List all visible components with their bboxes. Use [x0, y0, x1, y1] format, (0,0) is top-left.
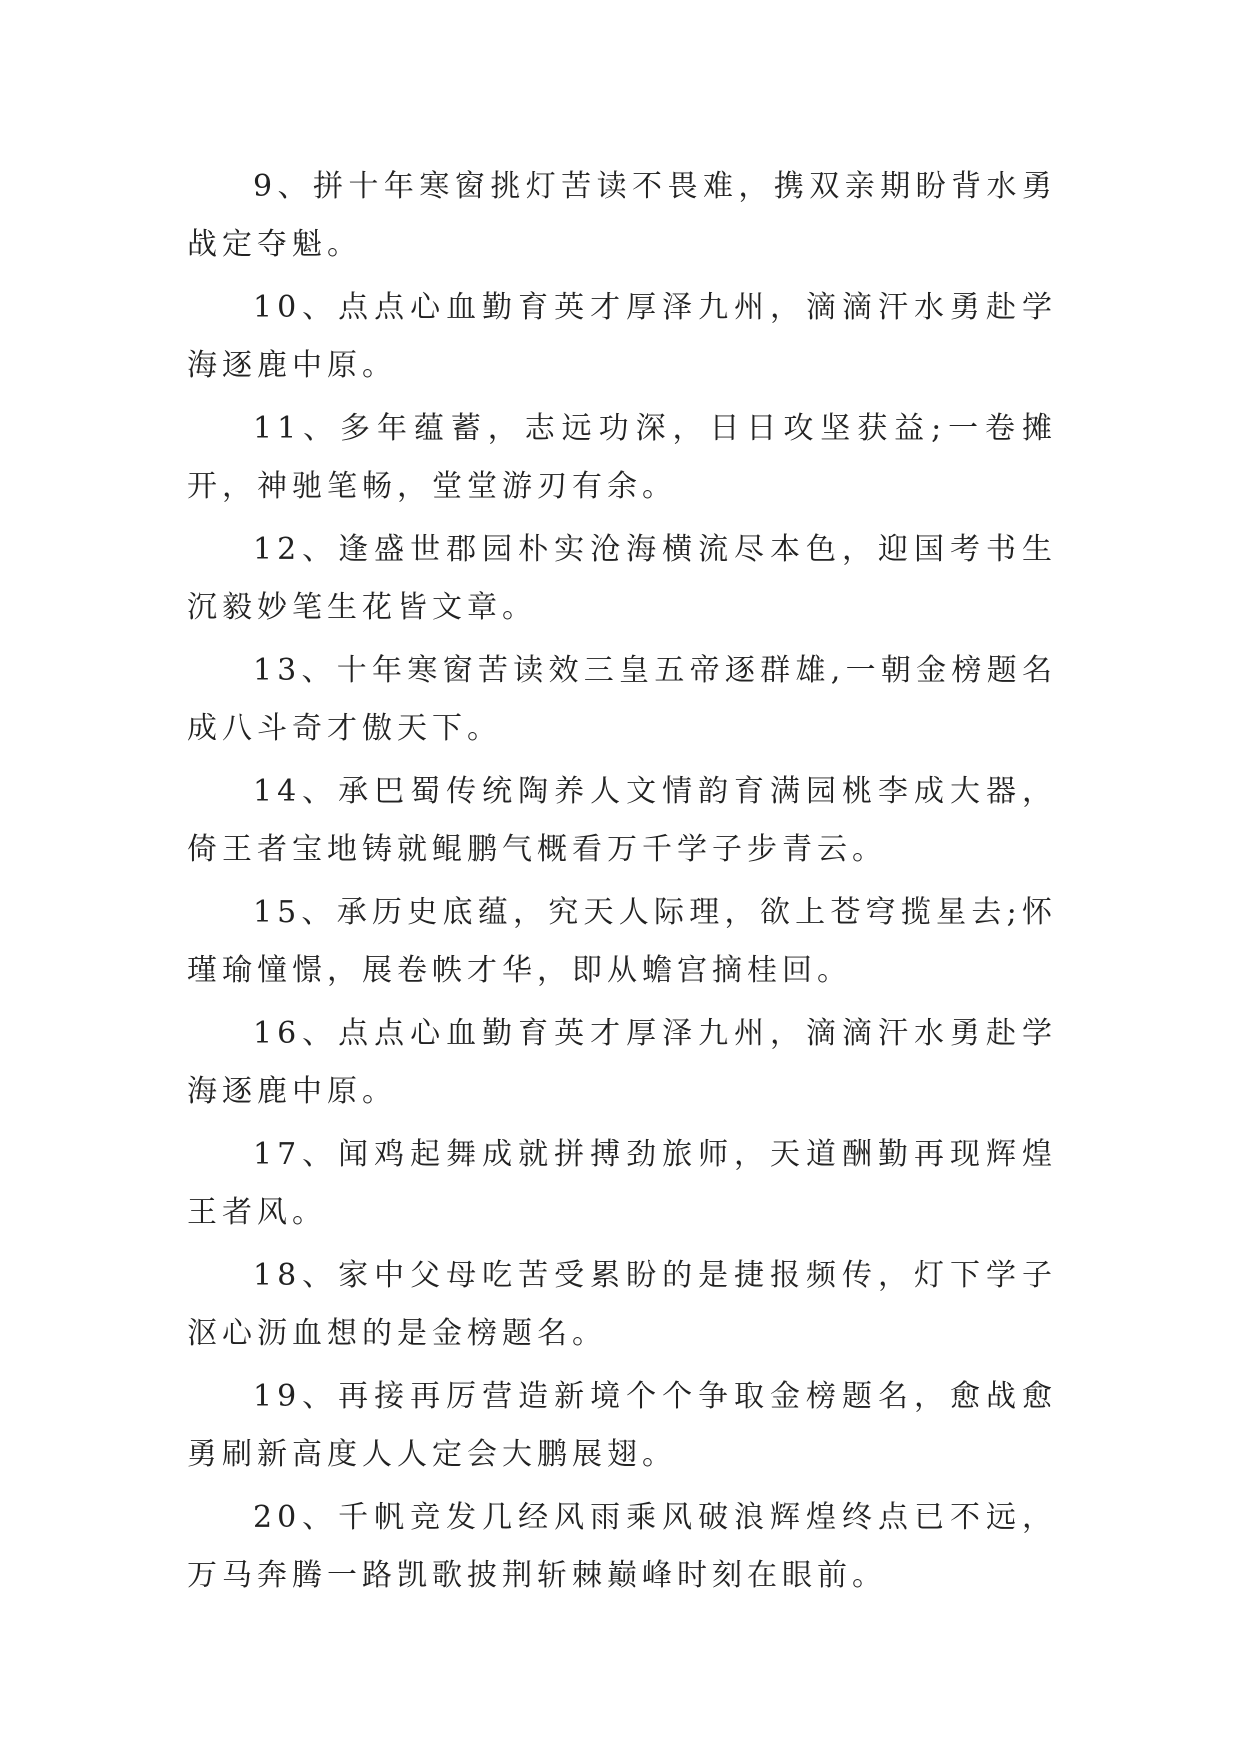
- paragraph-17: 17、闻鸡起舞成就拼搏劲旅师，天道酬勤再现辉煌王者风。: [187, 1137, 1057, 1230]
- paragraph-10: 10、点点心血勤育英才厚泽九州，滴滴汗水勇赴学海逐鹿中原。: [187, 290, 1057, 383]
- paragraph-16: 16、点点心血勤育英才厚泽九州，滴滴汗水勇赴学海逐鹿中原。: [187, 1016, 1057, 1109]
- paragraph-9: 9、拼十年寒窗挑灯苦读不畏难，携双亲期盼背水勇战定夺魁。: [187, 169, 1057, 262]
- document-page: [187, 158, 1057, 1610]
- paragraph-18: 18、家中父母吃苦受累盼的是捷报频传，灯下学子沤心沥血想的是金榜题名。: [187, 1258, 1057, 1351]
- paragraph-11: 11、多年蕴蓄，志远功深，日日攻坚获益;一卷摊开，神驰笔畅，堂堂游刃有余。: [187, 411, 1057, 504]
- paragraph-19: 19、再接再厉营造新境个个争取金榜题名，愈战愈勇刷新高度人人定会大鹏展翅。: [187, 1379, 1057, 1472]
- paragraph-14: 14、承巴蜀传统陶养人文情韵育满园桃李成大器，倚王者宝地铸就鲲鹏气概看万千学子步青云。: [187, 774, 1057, 867]
- paragraph-15: 15、承历史底蕴，究天人际理，欲上苍穹揽星去;怀瑾瑜憧憬，展卷帙才华，即从蟾宫摘桂回。: [187, 895, 1057, 988]
- paragraph-13: 13、十年寒窗苦读效三皇五帝逐群雄,一朝金榜题名成八斗奇才傲天下。: [187, 653, 1057, 746]
- paragraph-20: 20、千帆竞发几经风雨乘风破浪辉煌终点已不远，万马奔腾一路凯歌披荆斩棘巅峰时刻在眼前。: [187, 1500, 1057, 1593]
- paragraph-12: 12、逢盛世郡园朴实沧海横流尽本色，迎国考书生沉毅妙笔生花皆文章。: [187, 532, 1057, 625]
